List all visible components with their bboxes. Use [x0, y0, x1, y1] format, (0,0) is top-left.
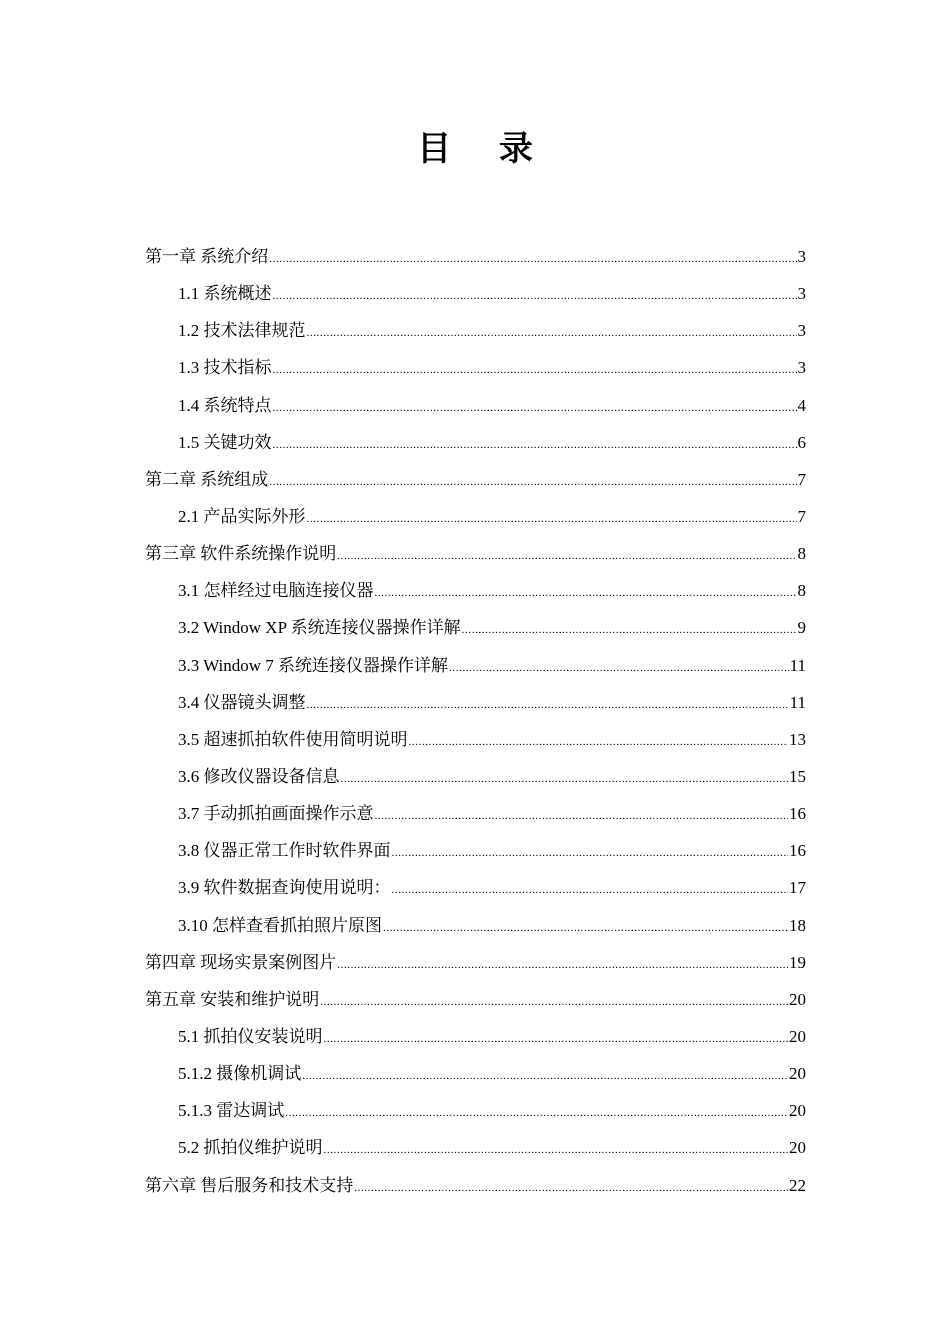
toc-entry-label: 第六章 售后服务和技术支持	[145, 1175, 354, 1195]
toc-dot-leader	[337, 947, 788, 984]
toc-section-entry[interactable]	[145, 572, 806, 609]
toc-entry-label: 第五章 安装和维护说明	[145, 989, 320, 1009]
toc-section-entry[interactable]	[145, 349, 806, 386]
toc-entry-label: 3.3 Window 7 系统连接仪器操作详解	[178, 655, 449, 675]
toc-page-number: 15	[789, 766, 806, 786]
toc-entry-label: 5.2 抓拍仪维护说明	[178, 1138, 323, 1158]
toc-page-number: 18	[789, 915, 806, 935]
toc-page-number: 3	[797, 247, 806, 266]
toc-entry-label: 3.9 软件数据查询使用说明：	[178, 878, 391, 898]
toc-entry-label: 5.1 抓拍仪安装说明	[178, 1026, 323, 1046]
toc-dot-leader	[273, 390, 797, 427]
toc-page-number: 19	[789, 952, 806, 972]
toc-page-number: 16	[789, 841, 806, 861]
toc-dot-leader	[462, 612, 797, 649]
toc-entry-label: 3.4 仪器镜头调整	[178, 692, 306, 712]
toc-dot-leader	[302, 1058, 788, 1095]
toc-chapter-entry[interactable]	[145, 461, 806, 498]
toc-section-entry[interactable]	[145, 498, 806, 535]
toc-dot-leader	[273, 278, 797, 315]
toc-page-number: 20	[789, 1138, 806, 1158]
toc-section-entry[interactable]	[145, 312, 806, 349]
toc-dot-leader	[354, 1170, 788, 1207]
toc-section-entry[interactable]	[145, 1055, 806, 1092]
toc-dot-leader	[392, 835, 789, 872]
toc-page-number: 8	[797, 581, 806, 601]
toc-chapter-entry[interactable]	[145, 238, 806, 275]
toc-section-entry[interactable]	[145, 1092, 806, 1129]
toc-page-number: 11	[789, 655, 806, 675]
toc-dot-leader	[449, 650, 789, 687]
toc-page-number: 7	[797, 469, 806, 489]
toc-entry-label: 5.1.2 摄像机调试	[178, 1064, 302, 1084]
toc-dot-leader	[273, 352, 797, 389]
toc-dot-leader	[307, 315, 797, 352]
toc-section-entry[interactable]	[145, 721, 806, 758]
toc-dot-leader	[383, 910, 788, 947]
toc-dot-leader	[337, 538, 796, 575]
toc-title: 目 录	[417, 129, 551, 169]
toc-entry-label: 3.2 Window XP 系统连接仪器操作详解	[178, 618, 461, 638]
toc-page-number: 7	[797, 506, 806, 526]
toc-section-entry[interactable]	[145, 387, 806, 424]
toc-dot-leader	[324, 1021, 789, 1058]
toc-chapter-entry[interactable]	[145, 981, 806, 1018]
toc-entry-label: 3.7 手动抓拍画面操作示意	[178, 804, 374, 824]
toc-list	[145, 238, 806, 1204]
toc-page-number: 17	[789, 878, 806, 898]
toc-entry-label: 1.3 技术指标	[178, 358, 272, 378]
toc-entry-label: 3.8 仪器正常工作时软件界面	[178, 841, 391, 861]
toc-page-number: 16	[789, 804, 806, 824]
toc-entry-label: 第一章 系统介绍	[145, 247, 269, 266]
toc-page-number: 20	[789, 1101, 806, 1121]
toc-dot-leader	[307, 501, 797, 538]
toc-entry-label: 第二章 系统组成	[145, 469, 269, 489]
toc-page-number: 6	[797, 432, 806, 452]
toc-section-entry[interactable]	[145, 684, 806, 721]
toc-section-entry[interactable]	[145, 1129, 806, 1166]
toc-dot-leader	[269, 241, 796, 278]
toc-entry-label: 5.1.3 雷达调试	[178, 1101, 285, 1121]
toc-page-number: 20	[789, 1026, 806, 1046]
toc-dot-leader	[273, 427, 797, 464]
toc-section-entry[interactable]	[145, 275, 806, 312]
toc-dot-leader	[375, 575, 797, 612]
toc-entry-label: 1.1 系统概述	[178, 284, 272, 304]
toc-page-number: 20	[789, 989, 806, 1009]
toc-page-number: 3	[797, 321, 806, 341]
toc-entry-label: 3.10 怎样查看抓拍照片原图	[178, 915, 382, 935]
toc-entry-label: 2.1 产品实际外形	[178, 506, 306, 526]
toc-chapter-entry[interactable]	[145, 1167, 806, 1204]
toc-chapter-entry[interactable]	[145, 535, 806, 572]
toc-entry-label: 1.2 技术法律规范	[178, 321, 306, 341]
toc-page-number: 3	[797, 284, 806, 304]
toc-chapter-entry[interactable]	[145, 944, 806, 981]
toc-dot-leader	[324, 1132, 789, 1169]
toc-page-number: 4	[797, 395, 806, 415]
toc-section-entry[interactable]	[145, 758, 806, 795]
toc-dot-leader	[269, 464, 796, 501]
toc-entry-label: 3.1 怎样经过电脑连接仪器	[178, 581, 374, 601]
toc-page-number: 11	[789, 692, 806, 712]
toc-page-number: 8	[797, 544, 806, 564]
toc-dot-leader	[320, 984, 788, 1021]
toc-section-entry[interactable]	[145, 832, 806, 869]
toc-entry-label: 1.5 关键功效	[178, 432, 272, 452]
toc-dot-leader	[392, 872, 789, 909]
toc-dot-leader	[285, 1095, 788, 1132]
toc-section-entry[interactable]	[145, 424, 806, 461]
toc-dot-leader	[409, 724, 789, 761]
toc-entry-label: 3.6 修改仪器设备信息	[178, 766, 340, 786]
toc-section-entry[interactable]	[145, 869, 806, 906]
toc-entry-label: 3.5 超速抓拍软件使用简明说明	[178, 729, 408, 749]
toc-section-entry[interactable]	[145, 609, 806, 646]
toc-section-entry[interactable]	[145, 907, 806, 944]
toc-dot-leader	[307, 687, 789, 724]
toc-section-entry[interactable]	[145, 647, 806, 684]
toc-entry-label: 1.4 系统特点	[178, 395, 272, 415]
toc-section-entry[interactable]	[145, 795, 806, 832]
toc-dot-leader	[375, 798, 789, 835]
toc-page-number: 3	[797, 358, 806, 378]
toc-page-number: 22	[789, 1175, 806, 1195]
toc-page-number: 13	[789, 729, 806, 749]
toc-entry-label: 第四章 现场实景案例图片	[145, 952, 337, 972]
toc-entry-label: 第三章 软件系统操作说明	[145, 544, 337, 564]
toc-section-entry[interactable]	[145, 1018, 806, 1055]
toc-dot-leader	[341, 761, 789, 798]
toc-page-number: 20	[789, 1064, 806, 1084]
toc-page-number: 9	[797, 618, 806, 638]
